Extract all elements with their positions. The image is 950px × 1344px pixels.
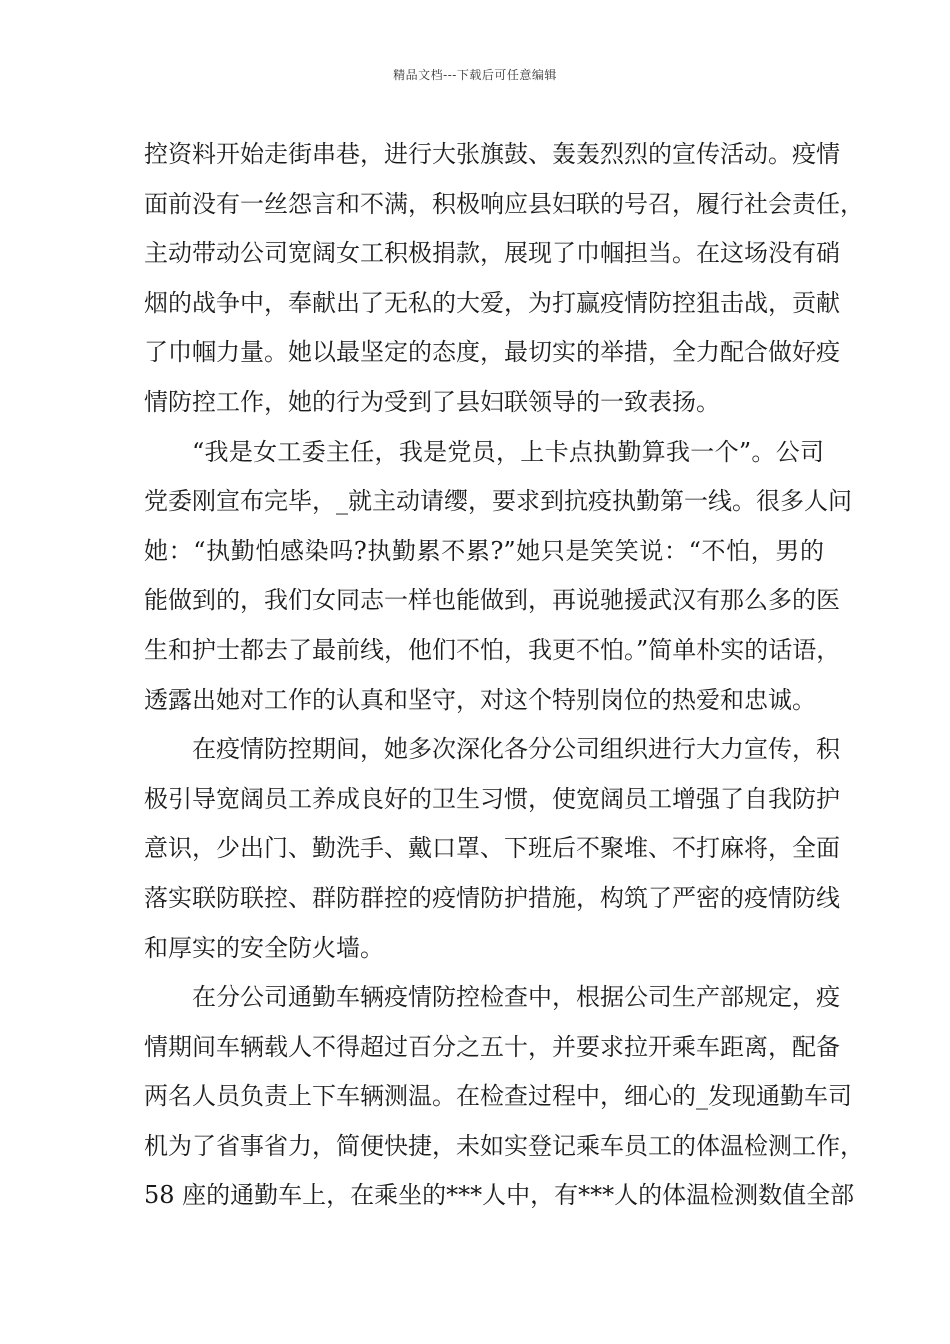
text-line: 透露出她对工作的认真和坚守，对这个特别岗位的热爱和忠诚。 (144, 685, 816, 714)
text-line: 在疫情防控期间，她多次深化各分公司组织进行大力宣传，积 (192, 735, 840, 764)
text-line: 烟的战争中，奉献出了无私的大爱，为打赢疫情防控狙击战，贡献 (144, 288, 840, 317)
text-line: 在分公司通勤车辆疫情防控检查中，根据公司生产部规定，疫 (192, 983, 840, 1012)
text-line: 了巾帼力量。她以最坚定的态度，最切实的举措，全力配合做好疫 (144, 338, 840, 367)
text-line: 党委刚宣布完毕，_就主动请缨，要求到抗疫执勤第一线。很多人问 (144, 487, 852, 516)
text-line: 意识，少出门、勤洗手、戴口罩、下班后不聚堆、不打麻将，全面 (144, 834, 840, 863)
text-line: 她：“执勤怕感染吗?执勤累不累?”她只是笑笑说：“不怕，男的 (144, 536, 824, 565)
paragraph-4 (144, 973, 864, 1221)
paragraph-2 (144, 428, 852, 726)
text-line: 极引导宽阔员工养成良好的卫生习惯，使宽阔员工增强了自我防护 (144, 784, 840, 813)
text-line: 控资料开始走街串巷，进行大张旗鼓、轰轰烈烈的宣传活动。疫情 (144, 140, 840, 168)
text-line: 58 座的通勤车上，在乘坐的***人中，有***人的体温检测数值全部 (144, 1181, 855, 1210)
text-line: 情期间车辆载人不得超过百分之五十，并要求拉开乘车距离，配备 (144, 1032, 840, 1061)
text-line: 主动带动公司宽阔女工积极捐款，展现了巾帼担当。在这场没有硝 (144, 239, 840, 268)
text-line: 生和护士都去了最前线，他们不怕，我更不怕。”简单朴实的话语， (144, 635, 841, 664)
text-line: 和厚实的安全防火墙。 (144, 933, 384, 962)
text-line: 两名人员负责上下车辆测温。在检查过程中，细心的_发现通勤车司 (144, 1082, 852, 1111)
page-header: 精品文档---下载后可任意编辑 (393, 68, 557, 82)
paragraph-1 (144, 130, 864, 428)
paragraph-3 (144, 725, 840, 973)
text-line: 能做到的，我们女同志一样也能做到，再说驰援武汉有那么多的医 (144, 586, 840, 615)
text-line: “我是女工委主任，我是党员，上卡点执勤算我一个”。公司 (192, 437, 824, 466)
text-line: 情防控工作，她的行为受到了县妇联领导的一致表扬。 (144, 387, 720, 416)
text-line: 落实联防联控、群防群控的疫情防护措施，构筑了严密的疫情防线 (144, 883, 840, 912)
text-line: 面前没有一丝怨言和不满，积极响应县妇联的号召，履行社会责任， (144, 189, 864, 218)
document-body (144, 130, 864, 1221)
text-line: 机为了省事省力，简便快捷，未如实登记乘车员工的体温检测工作， (144, 1131, 864, 1160)
